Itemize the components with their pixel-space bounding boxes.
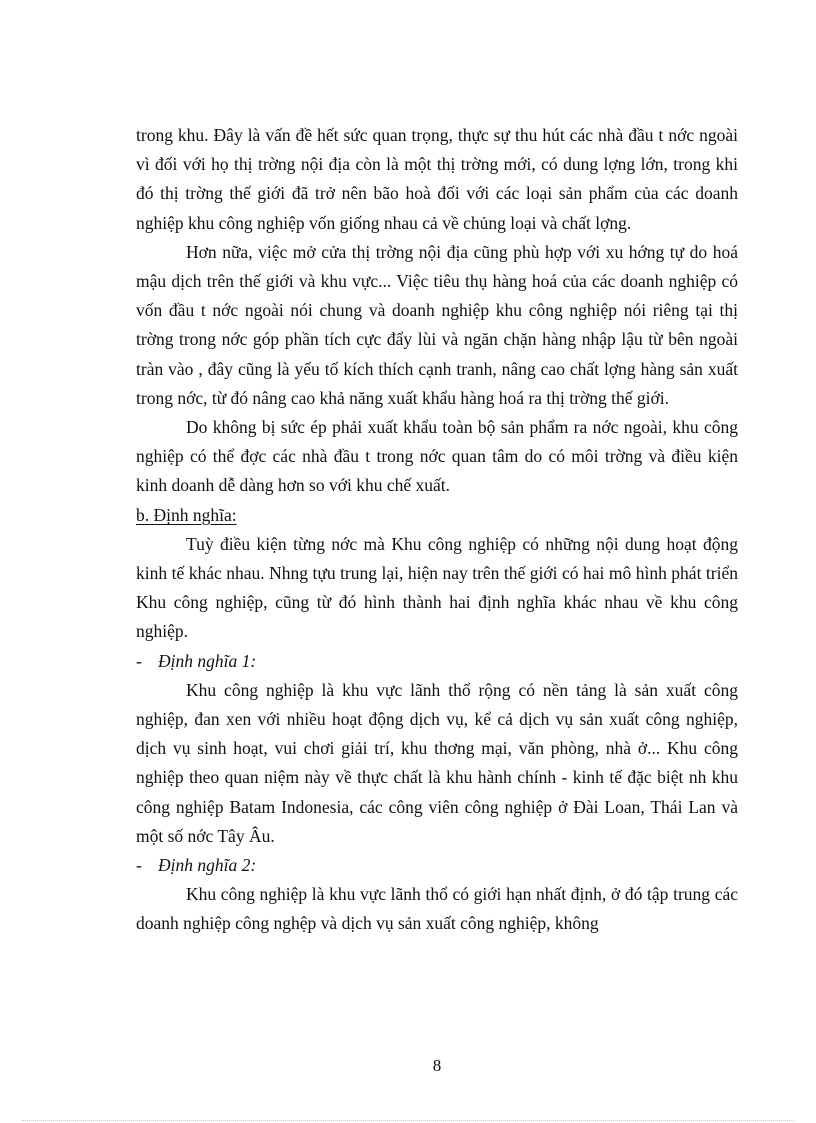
definition-1-label bbox=[136, 647, 738, 676]
paragraph-definition-1: Khu công nghiệp là khu vực lãnh thổ rộng có nền tảng là sản xuất công nghiệp, đan xen với nhiều hoạt động dịch vụ, kể cả dịch vụ sản xuất công nghiệp, dịch vụ sinh hoạt, vui chơi giải trí, khu thơng mại, văn phòng, nhà ở... Khu công nghiệp theo quan niệm này về thực chất là khu hành chính - kinh tế đặc biệt nh khu công nghiệp Batam Indonesia, các công viên công nghiệp ở Đài Loan, Thái Lan và một số nớc Tây Âu. bbox=[136, 679, 738, 846]
paragraph-definition-intro: Tuỳ điều kiện từng nớc mà Khu công nghiệp có những nội dung hoạt động kinh tế khác nhau. Nhng tựu trung lại, hiện nay trên thế giới có hai mô hình phát triển Khu công nghiệp, cũng từ đó hình thành hai định nghĩa khác nhau về khu công nghiệp. bbox=[136, 533, 738, 642]
definition-2-label bbox=[136, 851, 738, 880]
paragraph-export-pressure: Do không bị sức ép phải xuất khẩu toàn bộ sản phẩm ra nớc ngoài, khu công nghiệp có thể đợc các nhà đầu t trong nớc quan tâm do có môi trờng và điều kiện kinh doanh dễ dàng hơn so với khu chế xuất. bbox=[136, 417, 738, 496]
section-heading-definition bbox=[136, 501, 738, 530]
page-number: 8 bbox=[432, 1056, 442, 1075]
page-bottom-divider bbox=[22, 1120, 794, 1121]
definition-2-text: Định nghĩa 2: bbox=[158, 855, 257, 876]
paragraph-intro-continuation: trong khu. Đây là vấn đề hết sức quan trọng, thực sự thu hút các nhà đầu t nớc ngoài vì đối với họ thị trờng nội địa còn là một thị trờng mới, có dung lợng lớn, trong khi đó thị trờng thế giới đã trở nên bão hoà đối với các loại sản phẩm của các doanh nghiệp khu công nghiệp vốn giống nhau cả về chủng loại và chất lợng. bbox=[136, 125, 738, 233]
dash-bullet: - bbox=[136, 650, 142, 671]
paragraph-definition-2: Khu công nghiệp là khu vực lãnh thổ có giới hạn nhất định, ở đó tập trung các doanh nghiệp công nghệp và dịch vụ sản xuất công nghiệp, không bbox=[136, 884, 738, 934]
definition-1-text: Định nghĩa 1: bbox=[158, 650, 257, 671]
section-heading-text: b. Định nghĩa: bbox=[136, 504, 237, 525]
dash-bullet: - bbox=[136, 855, 142, 876]
document-body bbox=[136, 121, 738, 939]
paragraph-domestic-market: Hơn nữa, việc mở cửa thị trờng nội địa cũng phù hợp với xu hớng tự do hoá mậu dịch trên thế giới và khu vực... Việc tiêu thụ hàng hoá của các doanh nghiệp có vốn đầu t nớc ngoài nói chung và doanh nghiệp khu công nghiệp nói riêng tại thị trờng trong nớc góp phần tích cực đẩy lùi và ngăn chặn hàng nhập lậu từ bên ngoài tràn vào , đây cũng là yếu tố kích thích cạnh tranh, nâng cao chất lợng hàng sản xuất trong nớc, từ đó nâng cao khả năng xuất khẩu hàng hoá ra thị trờng thế giới. bbox=[136, 241, 738, 408]
